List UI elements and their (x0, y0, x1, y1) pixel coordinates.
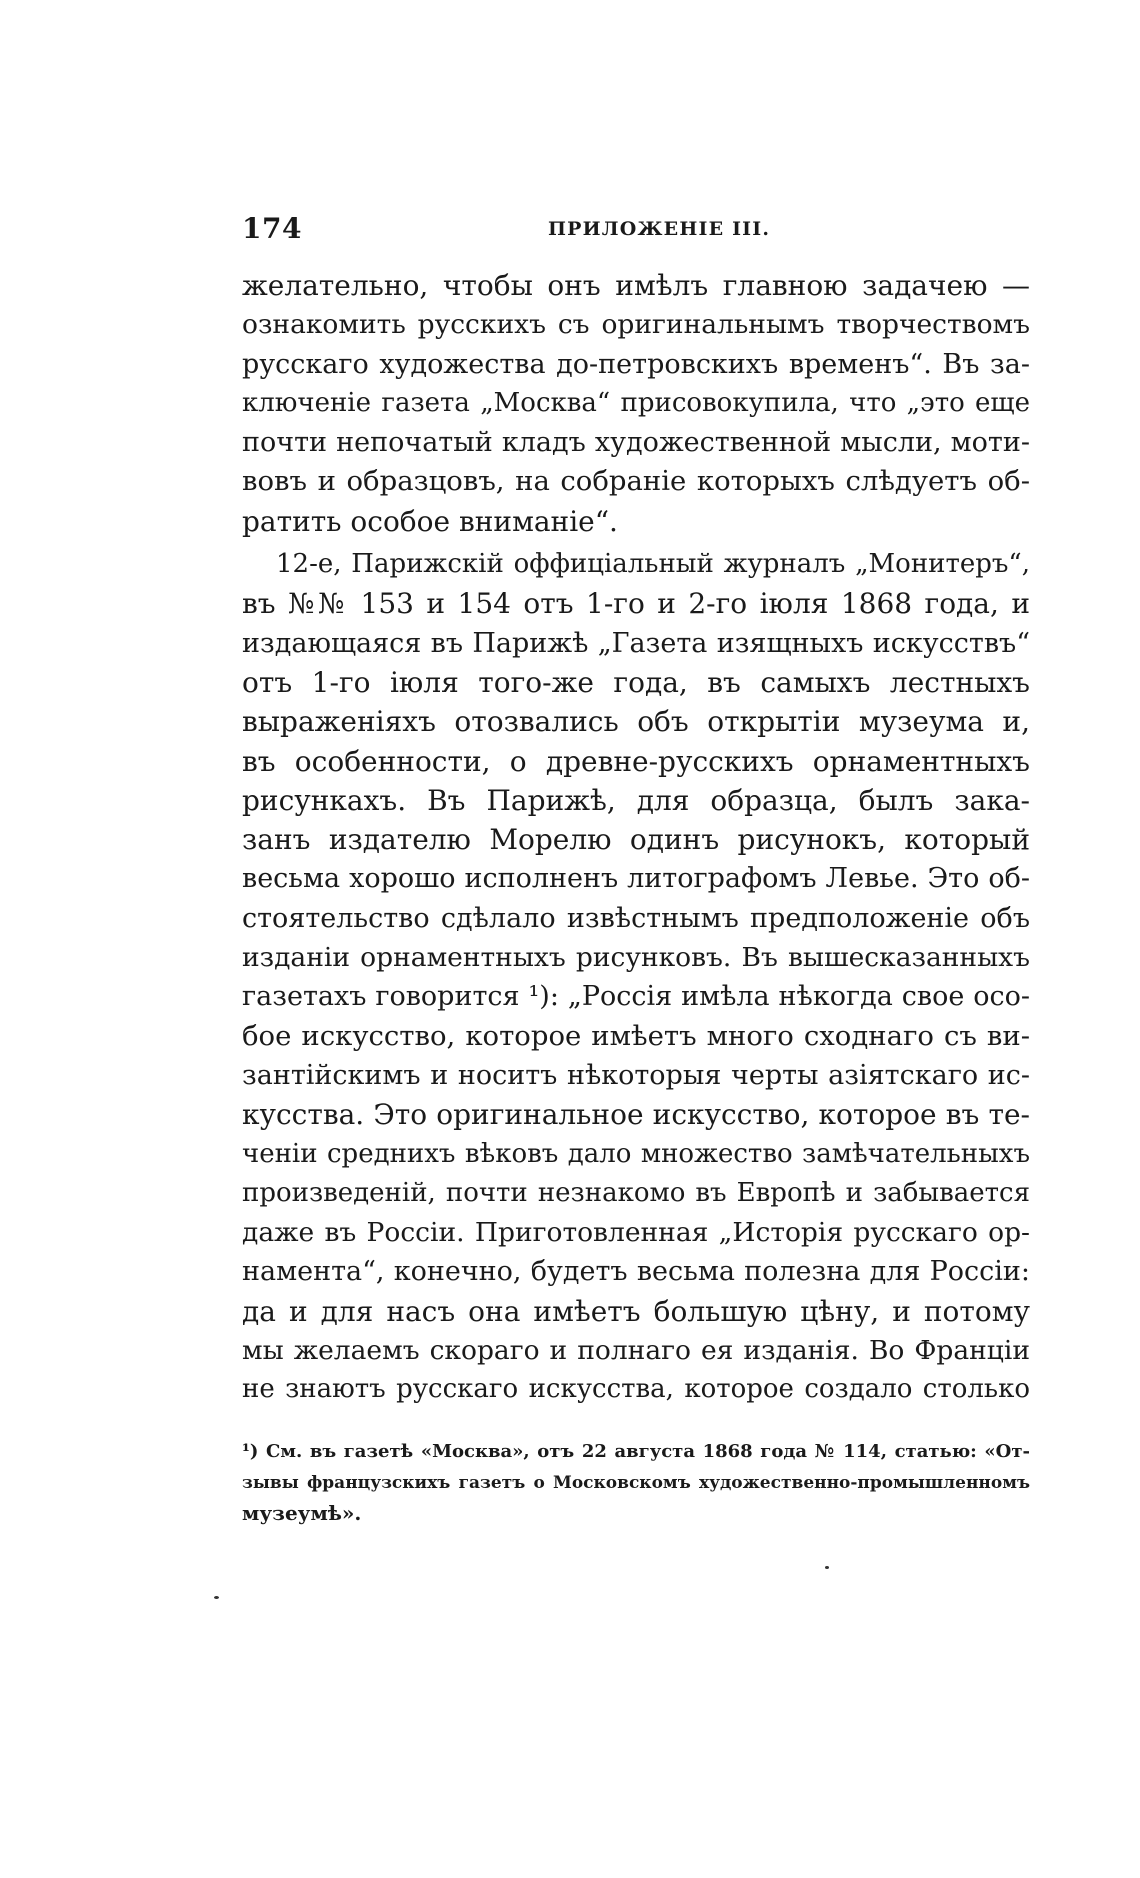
running-head: ПРИЛОЖЕНІЕ III. (548, 218, 771, 240)
text-line: стоятельство сдѣлало извѣстнымъ предположеніе объ (242, 902, 1030, 934)
text-line: да и для насъ она имѣетъ большую цѣну, и потому (242, 1294, 1030, 1328)
text-line: зантійскимъ и носитъ нѣкоторыя черты азіятскаго ис- (242, 1059, 1030, 1091)
text-line: рисункахъ. Въ Парижѣ, для образца, былъ зака- (242, 783, 1030, 817)
text-line: вовъ и образцовъ, на собраніе которыхъ слѣдуетъ об- (242, 465, 1030, 498)
text-line: ченіи среднихъ вѣковъ дало множество замѣчательныхъ (242, 1138, 1030, 1169)
text-line: газетахъ говорится ¹): „Россія имѣла нѣкогда свое осо- (242, 981, 1030, 1013)
page-header (242, 212, 1030, 252)
text-line: даже въ Россіи. Приготовленная „Исторія русскаго ор- (242, 1217, 1030, 1249)
text-line: въ особенности, о древне-русскихъ орнаментныхъ (242, 744, 1030, 778)
text-line: 12-е, Парижскій оффиціальный журналъ „Монитеръ“, (276, 549, 1030, 580)
print-speck (825, 1566, 829, 1569)
paragraph-2-cont (242, 584, 1030, 1409)
text-line: изданіи орнаментныхъ рисунковъ. Въ вышесказанныхъ (242, 942, 1030, 974)
footnote (242, 1437, 1030, 1529)
text-line: ключеніе газета „Москва“ присовокупила, что „это еще (242, 387, 1030, 418)
text-line: издающаяся въ Парижѣ „Газета изящныхъ искусствъ“ (242, 627, 1030, 659)
text-line: занъ издателю Морелю одинъ рисунокъ, который (242, 823, 1030, 857)
text-line: кусства. Это оригинальное искусство, которое въ те- (242, 1098, 1030, 1132)
text-line: отъ 1-го іюля того-же года, въ самыхъ лестныхъ (242, 665, 1030, 699)
text-line: русскаго художества до-петровскихъ временъ“. Въ за- (242, 348, 1030, 380)
body-text (242, 266, 1030, 1410)
text-line: почти непочатый кладъ художественной мысли, моти- (242, 427, 1030, 459)
text-line: выраженіяхъ отозвались объ открытіи музеума и, (242, 705, 1030, 739)
footnote-line: ¹) См. въ газетѣ «Москва», отъ 22 августа 1868 года № 114, статью: «От- (242, 1441, 1030, 1462)
text-line: бое искусство, которое имѣетъ много сходнаго съ ви- (242, 1019, 1030, 1052)
text-line: ратить особое вниманіе“. (242, 504, 618, 538)
text-line: весьма хорошо исполненъ литографомъ Левье. Это об- (242, 863, 1030, 895)
paragraph-2 (242, 545, 1030, 584)
text-line: ознакомить русскихъ съ оригинальнымъ творчествомъ (242, 309, 1030, 341)
text-line: желательно, чтобы онъ имѣлъ главною задачею — (242, 269, 1030, 302)
page-number: 174 (242, 212, 302, 245)
print-speck (214, 1596, 219, 1599)
footnote-line: зывы французскихъ газетъ о Московскомъ художественно-промышленномъ (242, 1472, 1030, 1493)
text-line: мы желаемъ скораго и полнаго ея изданія. Во Франціи (242, 1335, 1030, 1367)
text-line: намента“, конечно, будетъ весьма полезна для Россіи: (242, 1256, 1030, 1288)
footnote-line: музеумѣ». (242, 1501, 362, 1525)
text-line: произведеній, почти незнакомо въ Европѣ и забывается (242, 1177, 1030, 1208)
paragraph-1 (242, 266, 1030, 541)
text-line: не знаютъ русскаго искусства, которое создало столько (242, 1374, 1030, 1405)
text-line: въ №№ 153 и 154 отъ 1-го и 2-го іюля 1868 года, и (242, 587, 1030, 621)
